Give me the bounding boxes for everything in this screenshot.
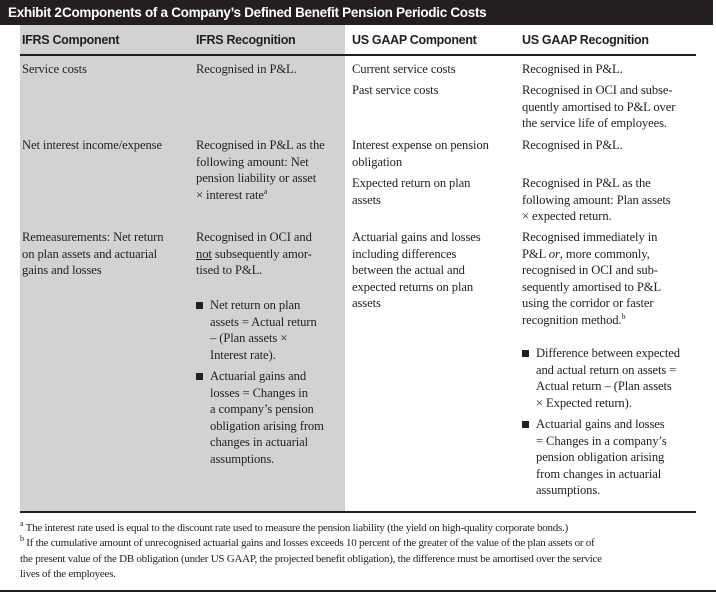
- text-line: × Expected return).: [536, 395, 632, 410]
- text-line: subsequently amor-: [211, 246, 312, 261]
- exhibit-label: Exhibit 2: [8, 5, 62, 20]
- header-rule: [20, 54, 696, 56]
- footnote-ref-a: a: [263, 186, 268, 196]
- gaap-component-cell: Past service costs: [352, 83, 439, 97]
- text-line: using the corridor or faster: [522, 296, 654, 311]
- text-line: tised to P&L.: [196, 263, 263, 278]
- emphasis-or: or: [548, 246, 560, 261]
- text-line: from changes in actuarial: [536, 466, 662, 481]
- footnote-ref-b: b: [621, 311, 626, 321]
- footnote-text: The interest rate used is equal to the discount rate used to measure the pension liability (the yield on high-quality corporate bonds.): [23, 522, 568, 534]
- text-line: Expected return on plan: [352, 176, 471, 190]
- text-line: Recognised in OCI and subse-: [522, 83, 673, 97]
- text-line: recognised in OCI and sub-: [522, 263, 658, 278]
- gaap-bullet-item: [522, 416, 667, 499]
- gaap-component-cell: Current service costs: [352, 62, 456, 76]
- text-line: and actual return on assets =: [536, 362, 677, 377]
- gaap-bullet-item: [522, 345, 680, 411]
- text-line: = Changes in a company’s: [536, 433, 667, 448]
- text-line: pension liability or asset: [196, 171, 317, 186]
- text-line: × expected return.: [522, 209, 612, 224]
- exhibit-title-bar: [0, 0, 713, 25]
- gaap-recognition-cell: [522, 175, 671, 225]
- text-line: the service life of employees.: [522, 116, 667, 131]
- text-line: Actual return – (Plan assets: [536, 379, 672, 394]
- text-line: following amount: Plan assets: [522, 192, 671, 207]
- text-line: Actuarial gains and: [210, 369, 307, 383]
- ifrs-component-cell: [22, 229, 163, 279]
- bullet-square-icon: [196, 302, 203, 309]
- text-line: Recognised in P&L as the: [196, 138, 325, 152]
- text-line: Interest rate).: [210, 347, 276, 362]
- header-ifrs-recognition: IFRS Recognition: [196, 33, 296, 47]
- footnote-text: the present value of the DB obligation (under US GAAP, the projected benefit obligation), the difference must be amortised over the service: [20, 552, 602, 565]
- gaap-component-cell: [352, 229, 481, 312]
- text-line: assumptions.: [210, 451, 275, 466]
- header-gaap-component: US GAAP Component: [352, 33, 477, 47]
- gaap-component-cell: [352, 175, 470, 208]
- text-line: assumptions.: [536, 483, 601, 498]
- text-line: Actuarial gains and losses: [352, 230, 481, 244]
- bullet-square-icon: [196, 373, 203, 380]
- text-line: obligation: [352, 154, 403, 169]
- exhibit-title: Components of a Company’s Defined Benefit Pension Periodic Costs: [62, 5, 487, 20]
- text-line: a company’s pension: [210, 402, 314, 417]
- gaap-recognition-cell: [522, 82, 675, 132]
- footnote-text: lives of the employees.: [20, 568, 116, 580]
- header-gaap-recognition: US GAAP Recognition: [522, 33, 649, 47]
- ifrs-bullet-item: [196, 297, 317, 363]
- text-line: P&L: [522, 246, 549, 261]
- text-line: assets = Actual return: [210, 314, 317, 329]
- footnote-text: If the cumulative amount of unrecognised actuarial gains and losses exceeds 10 percent of the greater of the value of the plan assets or of: [23, 537, 595, 549]
- page-bottom-rule: [0, 590, 716, 592]
- header-ifrs-component: IFRS Component: [22, 33, 120, 47]
- text-line: Recognised in P&L as the: [522, 176, 651, 190]
- text-line: assets: [352, 296, 381, 311]
- text-line: Remeasurements: Net return: [22, 230, 164, 244]
- footnote-b: [20, 536, 710, 583]
- gaap-recognition-cell: Recognised in P&L.: [522, 62, 623, 76]
- text-line: losses = Changes in: [210, 385, 308, 400]
- text-line: gains and losses: [22, 263, 102, 278]
- text-line: on plan assets and actuarial: [22, 246, 157, 261]
- emphasis-not: not: [196, 246, 212, 261]
- text-line: recognition method.: [522, 312, 622, 327]
- text-line: Recognised in OCI and: [196, 230, 312, 244]
- text-line: expected returns on plan: [352, 279, 474, 294]
- text-line: changes in actuarial: [210, 435, 308, 450]
- text-line: Difference between expected: [536, 346, 680, 360]
- text-line: Net return on plan: [210, 298, 301, 312]
- footnote-mark-a: a: [20, 519, 24, 528]
- text-line: including differences: [352, 246, 457, 261]
- footnote-a: [20, 521, 710, 537]
- gaap-recognition-cell: [522, 229, 661, 329]
- text-line: pension obligation arising: [536, 450, 665, 465]
- text-line: – (Plan assets ×: [210, 331, 288, 346]
- ifrs-component-cell: Net interest income/expense: [22, 138, 162, 152]
- footnote-mark-b: b: [20, 534, 24, 543]
- gaap-component-cell: [352, 137, 489, 170]
- ifrs-component-cell: Service costs: [22, 62, 87, 76]
- text-line: sequently amortised to P&L: [522, 279, 662, 294]
- text-line: quently amortised to P&L over: [522, 99, 676, 114]
- text-line: Actuarial gains and losses: [536, 417, 665, 431]
- ifrs-bullet-item: [196, 368, 324, 468]
- ifrs-recognition-cell: [196, 229, 312, 279]
- text-line: obligation arising from: [210, 418, 324, 433]
- text-line: , more commonly,: [559, 246, 650, 261]
- bullet-square-icon: [522, 421, 529, 428]
- text-line: between the actual and: [352, 263, 465, 278]
- table-bottom-rule: [20, 511, 696, 513]
- gaap-recognition-cell: Recognised in P&L.: [522, 138, 623, 152]
- text-line: assets: [352, 192, 381, 207]
- text-line: × interest rate: [196, 187, 264, 202]
- ifrs-recognition-cell: [196, 137, 325, 203]
- text-line: following amount: Net: [196, 154, 309, 169]
- text-line: Recognised immediately in: [522, 230, 658, 244]
- bullet-square-icon: [522, 350, 529, 357]
- text-line: Interest expense on pension: [352, 138, 489, 152]
- ifrs-recognition-cell: Recognised in P&L.: [196, 62, 297, 76]
